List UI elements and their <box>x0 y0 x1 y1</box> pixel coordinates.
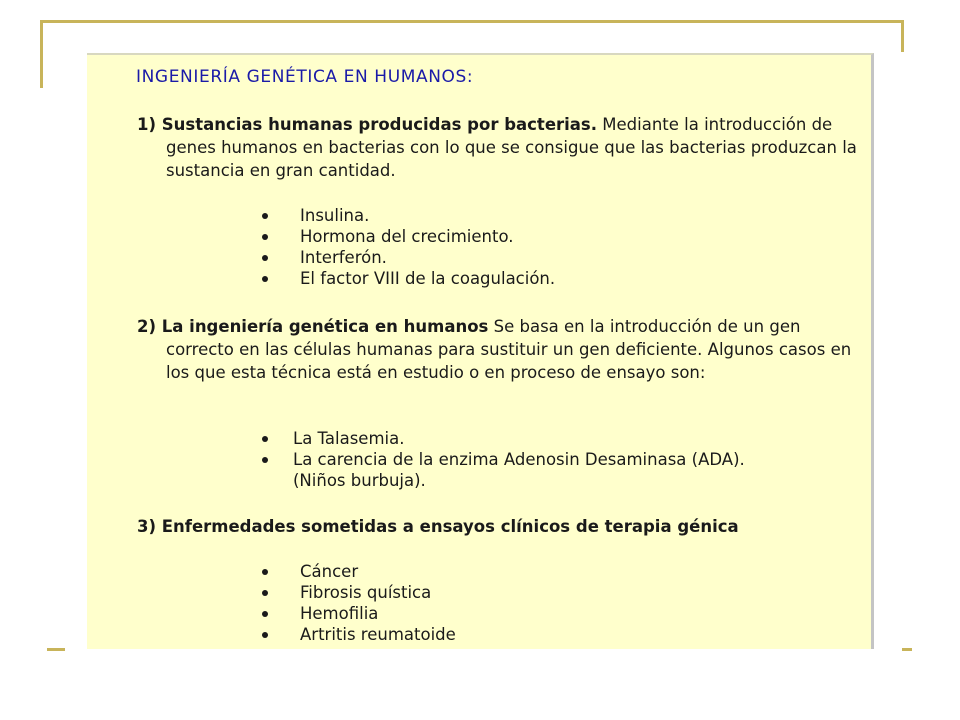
content-panel <box>87 53 874 649</box>
slide-border-top <box>40 20 904 23</box>
list-item: Fibrosis quística <box>258 582 456 603</box>
section-2 <box>137 315 857 384</box>
section-1-body: Mediante la introducción de genes humanos en bacterias con lo que se consigue que las bacterias produzcan la sustancia en gran cantidad. <box>166 115 857 180</box>
bullet-icon <box>262 457 268 463</box>
section-3-list <box>258 561 456 645</box>
slide-border-right <box>901 20 904 52</box>
list-item: La carencia de la enzima Adenosin Desaminasa (ADA). (Niños burbuja). <box>258 449 745 491</box>
list-item: Insulina. <box>258 205 555 226</box>
bullet-icon <box>262 611 268 617</box>
bullet-icon <box>262 436 268 442</box>
list-item: Cáncer <box>258 561 456 582</box>
bullet-icon <box>262 590 268 596</box>
list-item: El factor VIII de la coagulación. <box>258 268 555 289</box>
bullet-icon <box>262 569 268 575</box>
section-1-list <box>258 205 555 289</box>
page-title: INGENIERÍA GENÉTICA EN HUMANOS: <box>136 67 474 87</box>
list-item: Hemofilia <box>258 603 456 624</box>
bullet-icon <box>262 255 268 261</box>
list-item: Interferón. <box>258 247 555 268</box>
slide-accent-bottom-right <box>902 648 912 651</box>
list-item-continuation: (Niños burbuja). <box>293 471 426 490</box>
section-3-title: 3) Enfermedades sometidas a ensayos clínicos de terapia génica <box>137 517 739 536</box>
bullet-icon <box>262 234 268 240</box>
slide-border-left <box>40 20 43 88</box>
bullet-icon <box>262 213 268 219</box>
section-2-title: 2) La ingeniería genética en humanos <box>137 317 489 336</box>
section-2-list <box>258 428 745 491</box>
section-2-body: Se basa en la introducción de un gen correcto en las células humanas para sustituir un gen deficiente. Algunos casos en los que esta técnica está en estudio o en proceso de ensayo son: <box>166 317 852 382</box>
section-1-title: 1) Sustancias humanas producidas por bacterias. <box>137 115 598 134</box>
bullet-icon <box>262 632 268 638</box>
section-3 <box>137 515 857 538</box>
slide-accent-bottom-left <box>47 648 65 651</box>
bullet-icon <box>262 276 268 282</box>
list-item: Artritis reumatoide <box>258 624 456 645</box>
section-1 <box>137 113 857 182</box>
list-item: La Talasemia. <box>258 428 745 449</box>
list-item: Hormona del crecimiento. <box>258 226 555 247</box>
